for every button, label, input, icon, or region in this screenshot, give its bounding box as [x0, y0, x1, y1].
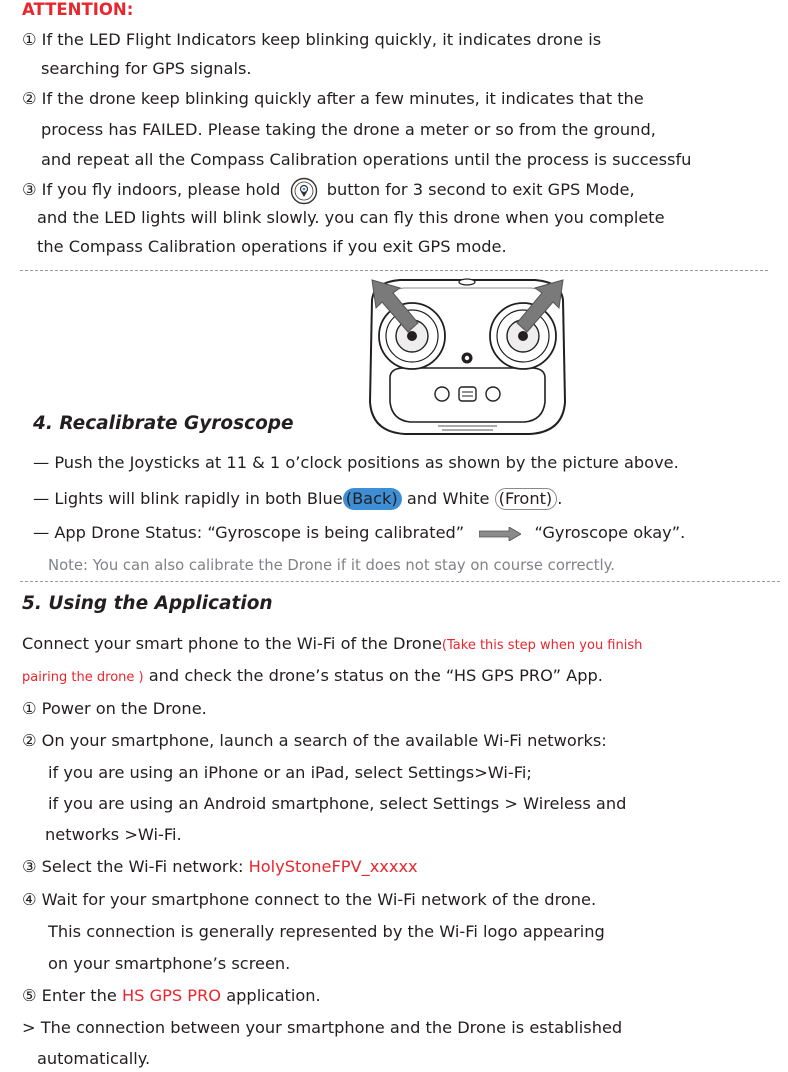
attention-item-1-text: If the LED Flight Indicators keep blinking quickly, it indicates drone is [41, 30, 602, 49]
item-number: ③ [22, 180, 37, 199]
back-light-badge: (Back) [343, 488, 402, 510]
app-intro-line2 [22, 666, 603, 688]
gyro-step-2-text-c: . [557, 489, 563, 508]
connection-note: > The connection between your smartphone and the Drone is established [22, 1018, 623, 1037]
step-2: ② On your smartphone, launch a search of the available Wi-Fi networks: [22, 731, 607, 750]
attention-item-3-line3: the Compass Calibration operations if you exit GPS mode. [37, 237, 507, 256]
step-4-line3: on your smartphone’s screen. [48, 954, 291, 973]
remote-controller-illustration [360, 272, 575, 442]
app-name: HS GPS PRO [121, 986, 222, 1005]
attention-item-3-text-b: button for 3 second to exit GPS Mode, [326, 180, 635, 199]
gyro-step-2-text-a: — Lights will blink rapidly in both Blue [33, 489, 343, 508]
attention-item-3-text-a: If you fly indoors, please hold [41, 180, 281, 199]
pairing-note-cont: pairing the drone ) [22, 670, 144, 685]
attention-item-3-line2: and the LED lights will blink slowly. you can fly this drone when you complete [37, 208, 665, 227]
section-divider [20, 581, 780, 582]
connection-note-cont: automatically. [37, 1049, 151, 1068]
gyro-note: Note: You can also calibrate the Drone if it does not stay on course correctly. [48, 557, 615, 574]
step-5 [22, 986, 321, 1006]
wifi-network-name: HolyStoneFPV_xxxxx [248, 857, 418, 876]
gyro-step-3-text-b: “Gyroscope okay”. [534, 523, 686, 542]
gyro-step-3-text-a: — App Drone Status: “Gyroscope is being calibrated” [33, 523, 465, 542]
attention-item-2-text: If the drone keep blinking quickly after a few minutes, it indicates that the [41, 89, 644, 108]
step-4-line2: This connection is generally represented by the Wi-Fi logo appearing [48, 922, 605, 941]
pairing-note: (Take this step when you finish [441, 638, 643, 653]
app-heading: 5. Using the Application [22, 593, 273, 614]
step-5-text-a: ⑤ Enter the [22, 986, 117, 1005]
step-5-text-b: application. [226, 986, 321, 1005]
item-number: ② [22, 89, 37, 108]
section-divider [20, 270, 768, 271]
step-2-android: if you are using an Android smartphone, select Settings > Wireless and [48, 794, 627, 813]
attention-item-1-line2: searching for GPS signals. [41, 59, 252, 78]
gyro-heading: 4. Recalibrate Gyroscope [33, 413, 294, 434]
app-intro-text-a: Connect your smart phone to the Wi-Fi of the Drone [22, 634, 442, 653]
attention-item-2-line2: process has FAILED. Please taking the drone a meter or so from the ground, [41, 120, 656, 139]
step-2-android-cont: networks >Wi-Fi. [45, 825, 182, 844]
gyro-step-1: — Push the Joysticks at 11 & 1 o’clock positions as shown by the picture above. [33, 453, 679, 472]
attention-item-2 [22, 89, 644, 109]
right-arrow-icon [479, 527, 521, 541]
step-2-iphone: if you are using an iPhone or an iPad, select Settings>Wi-Fi; [48, 763, 532, 782]
front-light-badge: (Front) [495, 488, 558, 510]
gps-mode-button-icon [290, 177, 318, 205]
gyro-step-2-text-b: and White [406, 489, 490, 508]
step-3 [22, 857, 418, 877]
gyro-step-2 [33, 487, 562, 511]
attention-title: ATTENTION: [22, 0, 134, 19]
app-intro-text-b: and check the drone’s status on the “HS GPS PRO” App. [148, 666, 603, 685]
attention-item-1 [22, 30, 601, 50]
item-number: ① [22, 30, 37, 49]
app-intro [22, 634, 642, 656]
attention-item-3 [22, 176, 635, 205]
step-3-text: ③ Select the Wi-Fi network: [22, 857, 244, 876]
step-4: ④ Wait for your smartphone connect to the Wi-Fi network of the drone. [22, 890, 597, 909]
step-1: ① Power on the Drone. [22, 699, 207, 718]
gyro-step-3 [33, 521, 685, 545]
attention-item-2-line3: and repeat all the Compass Calibration operations until the process is successfu [41, 150, 692, 169]
